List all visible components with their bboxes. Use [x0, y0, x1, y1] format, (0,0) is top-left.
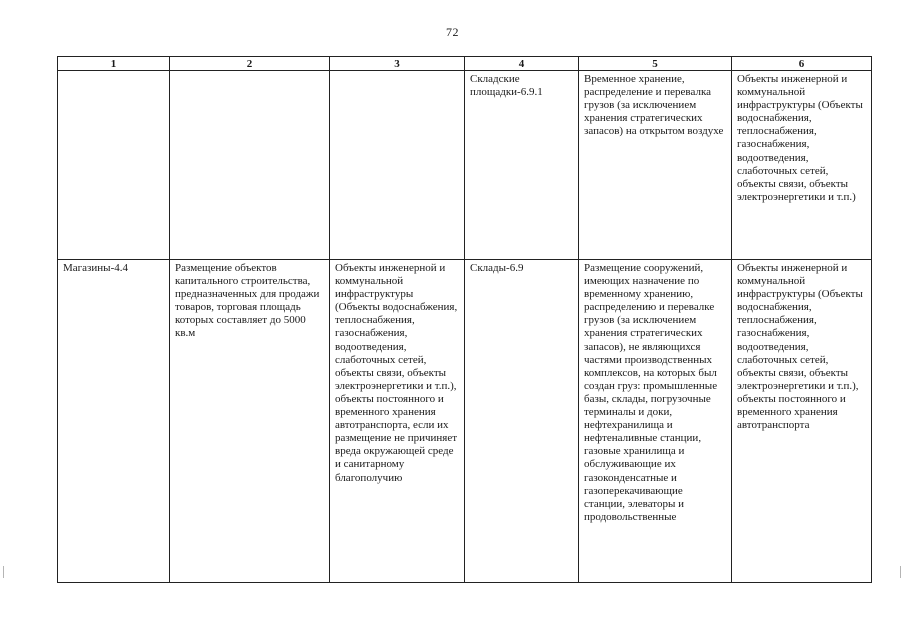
table-cell: [465, 71, 579, 260]
column-header-3: 3: [330, 57, 465, 71]
column-header-4: 4: [465, 57, 579, 71]
table-cell: [330, 71, 465, 260]
table-row: [58, 260, 872, 583]
table-cell: [170, 71, 330, 260]
cell-text: Временное хранение, распределение и перевалка грузов (за исключением хранения стратегических запасов) на открытом воздухе: [584, 73, 724, 138]
scan-edge-mark-left: [3, 566, 4, 578]
table-cell: [465, 260, 579, 583]
table-cell: [58, 71, 170, 260]
table-cell: [732, 260, 872, 583]
scan-edge-mark-right: [900, 566, 901, 578]
cell-text: Склады-6.9: [470, 262, 524, 274]
page-number: 72: [446, 25, 459, 39]
cell-text: Размещение объектов капитального строительства, предназначенных для продажи товаров, торговая площадь которых составляет до 5000 кв.м: [175, 262, 320, 340]
table-cell: [579, 260, 732, 583]
column-header-2: 2: [170, 57, 330, 71]
column-header-5: 5: [579, 57, 732, 71]
table-cell: [170, 260, 330, 583]
table-row: [58, 71, 872, 260]
cell-text: Объекты инженерной и коммунальной инфраструктуры (Объекты водоснабжения, теплоснабжения, газоснабжения, водоотведения, слаботочных сетей, объекты связи, объекты электроэнергетики и т.п.), объекты постоянного и временного хранения автотранспорта: [737, 262, 863, 432]
table-header-row: [58, 57, 872, 71]
land-use-table: [57, 56, 872, 583]
table-cell: [579, 71, 732, 260]
cell-text: Объекты инженерной и коммунальной инфраструктуры (Объекты водоснабжения, теплоснабжения, газоснабжения, водоотведения, слаботочных сетей, объекты связи, объекты электроэнергетики и т.п.), объекты постоянного и временного хранения автотранспорта, если их размещение не причиняет вреда окружающей среде и санитарному благополучию: [335, 262, 458, 484]
table-cell: [330, 260, 465, 583]
cell-text: Размещение сооружений, имеющих назначение по временному хранению, распределению и перевалке грузов (за исключением хранения стратегических запасов), не являющихся частями производственных комплексов, на которых был создан груз: промышленные базы, склады, погрузочные терминалы и доки, нефтехранилища и нефтеналивные станции, газовые хранилища и обслуживающие их газоконденсатные и газоперекачивающие станции, элеваторы и продовольственные: [584, 262, 718, 523]
cell-text: Объекты инженерной и коммунальной инфраструктуры (Объекты водоснабжения, теплоснабжения, газоснабжения, водоотведения, слаботочных сетей, объекты связи, объекты электроэнергетики и т.п.): [737, 73, 863, 203]
column-header-6: 6: [732, 57, 872, 71]
table-cell: [732, 71, 872, 260]
table-cell: [58, 260, 170, 583]
column-header-1: 1: [58, 57, 170, 71]
cell-text: Складские площадки-6.9.1: [470, 73, 543, 99]
cell-text: Магазины-4.4: [63, 262, 128, 274]
